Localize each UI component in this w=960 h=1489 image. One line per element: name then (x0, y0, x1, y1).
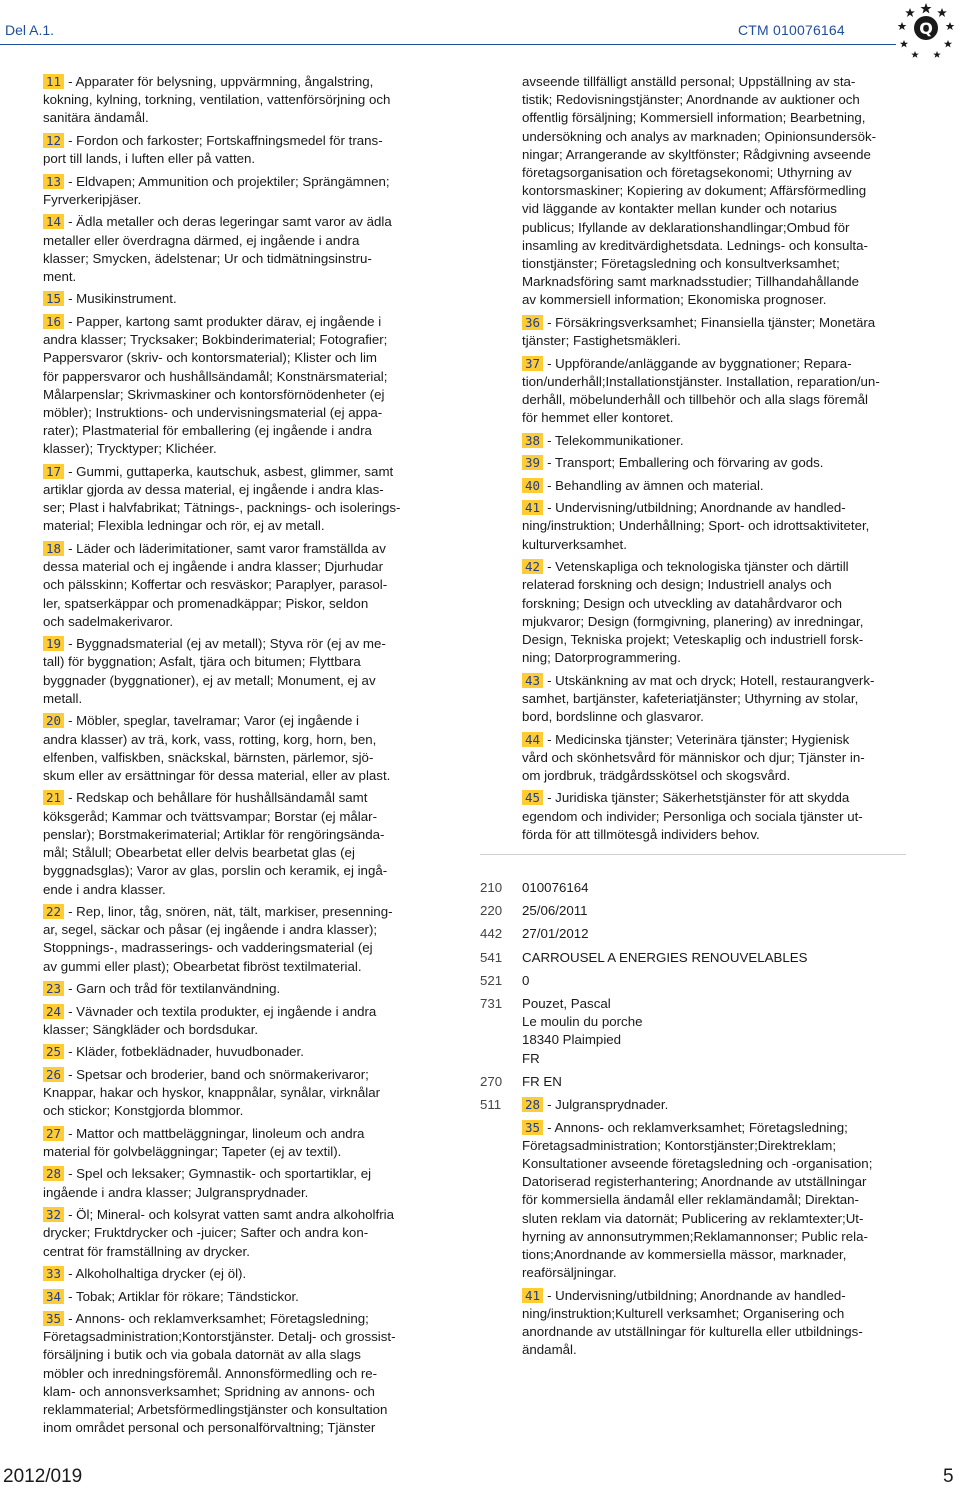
eu-stars-logo-icon (892, 0, 960, 64)
inid-code: 731 (480, 996, 503, 1012)
class-description: - Julgransprydnader. (547, 1097, 669, 1113)
class-description: - Mattor och mattbeläggningar, linoleum och andra material för golvbeläggningar; Tapeter (ej av textil). (43, 1125, 365, 1159)
class-entry-43 (522, 672, 906, 727)
class-entry-15 (43, 290, 427, 308)
nice-class-code: 15 (43, 291, 64, 306)
class-description: - Medicinska tjänster; Veterinära tjänster; Hygienisk vård och skönhetsvård för människor och djur; Tjänster in- om jordbruk, trädgårdsskötsel och skogsvård. (522, 731, 865, 783)
class-entry-39 (522, 454, 906, 472)
inid-code: 220 (480, 903, 503, 919)
field-value: 27/01/2012 (522, 926, 589, 942)
nice-class-code: 22 (43, 904, 64, 919)
svg-text:Q: Q (919, 19, 933, 38)
class-entry-19 (43, 635, 427, 708)
class-entry-35 (43, 1310, 427, 1437)
class-description: - Spel och leksaker; Gymnastik- och sportartiklar, ej ingående i andra klasser; Julgransprydnader. (43, 1166, 372, 1200)
field-value: 0 (522, 972, 530, 988)
class-description: - Spetsar och broderier, band och snörmakerivaror; Knappar, hakar och hyskor, knappnålar, synålar, virknålar och stickor; Konstgjorda blommor. (43, 1066, 381, 1119)
nice-class-code: 18 (43, 541, 64, 556)
nice-class-code: 14 (43, 214, 64, 229)
class-description: - Gummi, guttaperka, kautschuk, asbest, glimmer, samt artiklar gjorda av dessa material, ej ingående i andra klas- ser; Plast i halvfabrikat; Tätnings-, packnings- och isolerings- material; Flexibla ledningar och rör, ej av metall. (43, 463, 401, 534)
nice-class-code: 11 (43, 74, 64, 89)
inid-code: 442 (480, 926, 503, 942)
class-description: - Eldvapen; Ammunition och projektiler; Sprängämnen; Fyrverkeripjäser. (43, 173, 390, 207)
nice-class-code: 26 (43, 1067, 64, 1082)
class-description: - Behandling av ämnen och material. (547, 477, 764, 493)
class-entry-41 (522, 1287, 906, 1360)
registration-fields (480, 879, 906, 1369)
class-description: - Vetenskapliga och teknologiska tjänster och därtill relaterad forskning och design; Industriell analys och forskning; Design och utveckling av datahårdvaror och mjukvaror; Design (formgivning, planering) av inredningar, Design, Tekniska projekt; Veteskaplig och industriell forsk- ning; Datorprogrammering. (522, 559, 864, 666)
nice-class-code: 36 (522, 315, 543, 330)
class-entry-16 (43, 313, 427, 459)
class-description: avseende tillfälligt anställd personal; Uppställning av sta- tistik; Redovisningstjänster; Anordnande av auktioner och offentlig försäljning; Kommersiell information; Bearbetning, undersökning och analys av marknaden; Opinionsundersök- ningar; Arrangerande av skyltfönster; Rådgivning avseende företagsorganisation och företagsekonomi; Uthyrning av kontorsmaskiner; Kopiering av dokument; Affärsförmedling vid läggande av kontakter mellan kunder och notarius publicus; Ifyllande av deklarationshandlingar;Ombud för insamling av kreditvärdighetsdata. Lednings- och konsulta- tionstjänster; Företagsledning och konsultverksamhet; Marknadsföring samt marknadsstudier; Tillhandahållande av kommersiell information; Ekonomiska prognoser. (522, 74, 877, 308)
nice-class-code: 13 (43, 174, 64, 189)
class-description: - Kläder, fotbeklädnader, huvudbonader. (68, 1044, 304, 1060)
class-entry-35 (522, 1119, 906, 1283)
class-entry-44 (522, 731, 906, 786)
nice-class-code: 16 (43, 314, 64, 329)
class-description: - Möbler, speglar, tavelramar; Varor (ej ingående i andra klasser) av trä, kork, vass, rotting, korg, horn, ben, elfenben, valfiskben, snäckskal, bärnsten, pärlemor, sjö- skum eller av ersättningar för dessa material, eller av plast. (43, 713, 391, 783)
class-description: - Fordon och farkoster; Fortskaffningsmedel för trans- port till lands, i luften eller på vatten. (43, 132, 383, 167)
class-entry-22 (43, 903, 427, 976)
nice-class-code: 40 (522, 478, 543, 493)
nice-class-code: 21 (43, 790, 64, 805)
class-description: - Tobak; Artiklar för rökare; Tändstickor. (68, 1288, 299, 1304)
nice-class-code: 39 (522, 455, 543, 470)
class-entry-continued (522, 73, 906, 310)
class-description: - Telekommunikationer. (547, 432, 684, 448)
class-entry-23 (43, 980, 427, 998)
field-270 (480, 1073, 906, 1091)
nice-class-code: 27 (43, 1126, 64, 1141)
nice-class-code: 44 (522, 732, 543, 747)
nice-class-code: 37 (522, 356, 543, 371)
field-521 (480, 972, 906, 990)
field-value: Pouzet, Pascal Le moulin du porche 18340 Plaimpied FR (522, 996, 643, 1066)
nice-class-code: 28 (522, 1097, 543, 1112)
class-description: - Uppförande/anläggande av byggnationer; Repara- tion/underhåll;Installationstjänster. Installation, reparation/un- derhåll, möbelunderhåll och tillbehör och alla slags föremål för hemmet eller kontoret. (522, 355, 880, 426)
class-description: - Papper, kartong samt produkter därav, ej ingående i andra klasser; Trycksaker; Bokbinderimaterial; Fotografier; Pappersvaror (skriv- och kontorsmaterial); Klister och lim för pappersvaror och hushållsändamål; Konstnärsmaterial; Målarpenslar; Skrivmaskiner och kontorsförnödenheter (ej möbler); Instruktions- och undervisningsmaterial (ej appa- rater); Plastmaterial för emballering (ej ingående i andra klasser); Trycktyper; Klichéer. (43, 313, 388, 457)
nice-class-code: 28 (43, 1166, 64, 1181)
class-description: - Öl; Mineral- och kolsyrat vatten samt andra alkoholfria drycker; Fruktdrycker och -juicer; Safter och andra kon- centrat för framställning av drycker. (43, 1207, 394, 1259)
field-731 (480, 995, 906, 1068)
nice-class-code: 41 (522, 500, 543, 515)
class-entry-37 (522, 355, 906, 428)
nice-class-code: 32 (43, 1207, 64, 1222)
class-description: - Apparater för belysning, uppvärmning, ångalstring, kokning, kylning, torkning, ventilation, vattenförsörjning och sanitära ändamål. (43, 74, 391, 126)
class-entry-18 (43, 540, 427, 631)
class-entry-12 (43, 132, 427, 168)
right-column (522, 73, 906, 844)
class-description: - Redskap och behållare för hushållsändamål samt köksgeråd; Kammar och tvättsvampar; Borstar (ej målar- penslar); Borstmakerimaterial; Artiklar för rengöringsända- mål; Stålull; Obearbetat eller delvis bearbetat glas (ej byggnadsglas); Varor av glas, porslin och keramik, ej ingå- ende i andra klasser. (43, 790, 388, 897)
nice-class-code: 19 (43, 636, 64, 651)
class-entry-28 (522, 1096, 906, 1114)
class-description: - Undervisning/utbildning; Anordnande av handled- ning/instruktion; Underhållning; Sport- och idrottsaktiviteter, kulturverksamhet. (522, 500, 870, 552)
nice-class-code: 34 (43, 1289, 64, 1304)
nice-class-code: 12 (43, 133, 64, 148)
class-entry-11 (43, 73, 427, 128)
class-description: - Juridiska tjänster; Säkerhetstjänster för att skydda egendom och individer; Personliga och sociala tjänster ut- förda för att tillmötesgå individers behov. (522, 790, 863, 842)
inid-code: 511 (480, 1097, 502, 1113)
nice-class-code: 17 (43, 464, 64, 479)
nice-class-code: 33 (43, 1266, 64, 1281)
header-left-label: Del A.1. (5, 22, 55, 38)
nice-class-code: 23 (43, 981, 64, 996)
class-description: - Transport; Emballering och förvaring av gods. (547, 455, 824, 471)
nice-class-code: 20 (43, 713, 64, 728)
field-value: 010076164 (522, 880, 589, 895)
section-divider (480, 854, 906, 855)
class-entry-20 (43, 712, 427, 785)
class-description: - Undervisning/utbildning; Anordnande av handled- ning/instruktion;Kulturell verksamhet; Organisering och anordnande av utställningar för kulturella eller utbildnings- ändamål. (522, 1287, 863, 1358)
footer-page-number: 5 (943, 1466, 954, 1487)
nice-class-code: 43 (522, 673, 543, 688)
class-entry-36 (522, 314, 906, 350)
class-entry-26 (43, 1066, 427, 1121)
class-description: - Byggnadsmaterial (ej av metall); Styva rör (ej av me- tall) för byggnation; Asfalt, tjära och bitumen; Flyttbara byggnader (byggnationer), ej av metall; Monument, ej av metall. (43, 636, 386, 706)
class-entry-27 (43, 1125, 427, 1161)
class-description: - Alkoholhaltiga drycker (ej öl). (68, 1266, 247, 1282)
class-description: - Annons- och reklamverksamhet; Företagsledning; Företagsadministration; Kontorstjänster;Direktreklam; Konsultationer avseende företagsledning och -organisation; Datoriserad registerhantering; Anordnande av utställningar för kommersiella ändamål eller reklamändamål; Direktan- sluten reklam via datornät; Publicering av reklamtexter;Ut- hyrning av annonsutrymmen;Reklamannonser; Public rela- tions;Anordnande av kommersiella mässor, marknader, reaförsäljningar. (522, 1119, 873, 1281)
field-value: FR EN (522, 1073, 562, 1089)
class-description: - Utskänkning av mat och dryck; Hotell, restaurangverk- samhet, bartjänster, kafeteriatjänster; Uthyrning av stolar, bord, bordslinne och glasvaror. (522, 672, 875, 725)
class-description: - Musikinstrument. (68, 291, 177, 307)
class-entry-32 (43, 1206, 427, 1261)
class-description: - Läder och läderimitationer, samt varor framställda av dessa material och ej ingående i andra klasser; Djurhudar och pälsskinn; Koffertar och resväskor; Paraplyer, parasol- ler, spatserkäppar och promenadkäppar; Piskor, seldon och sadelmakerivaror. (43, 540, 388, 629)
class-entry-17 (43, 463, 427, 536)
nice-class-code: 25 (43, 1044, 64, 1059)
class-description: - Annons- och reklamverksamhet; Företagsledning; Företagsadministration;Kontorstjänster. Detalj- och grossist- försäljning i butik och via gobala datornät av alla slags möbler och inredningsföremål. Annonsförmedling och re- klam- och annonsverksamhet; Spridning av annons- och reklammaterial; Arbetsförmedlingstjänster och konsultation inom området personal och personalförvaltning; Tjänster (43, 1311, 396, 1436)
nice-class-code: 38 (522, 433, 543, 448)
class-description: - Ädla metaller och deras legeringar samt varor av ädla metaller eller överdragna därmed, ej ingående i andra klasser; Smycken, ädelstenar; Ur och tidmätningsinstru- ment. (43, 214, 392, 284)
nice-class-code: 41 (522, 1288, 543, 1303)
inid-code: 210 (480, 880, 503, 895)
nice-class-code: 24 (43, 1004, 64, 1019)
inid-code: 541 (480, 949, 503, 965)
inid-code: 270 (480, 1073, 503, 1089)
header-divider (0, 44, 896, 45)
field-value: 25/06/2011 (522, 903, 588, 919)
field-value (522, 1096, 906, 1364)
footer-issue: 2012/019 (3, 1466, 83, 1487)
class-entry-34 (43, 1288, 427, 1306)
nice-class-code: 45 (522, 790, 543, 805)
class-entry-41 (522, 499, 906, 554)
field-value: CARROUSEL A ENERGIES RENOUVELABLES (522, 949, 808, 965)
inid-code: 521 (480, 972, 503, 988)
class-entry-38 (522, 432, 906, 450)
class-entry-24 (43, 1003, 427, 1039)
class-description: - Försäkringsverksamhet; Finansiella tjänster; Monetära tjänster; Fastighetsmäkleri. (522, 314, 876, 349)
nice-class-code: 35 (522, 1120, 543, 1135)
class-entry-40 (522, 477, 906, 495)
class-entry-28 (43, 1165, 427, 1201)
header-document-id: CTM 010076164 (738, 22, 845, 38)
nice-class-code: 42 (522, 559, 543, 574)
field-442 (480, 925, 906, 943)
field-220 (480, 902, 906, 920)
class-entry-14 (43, 213, 427, 286)
class-entry-33 (43, 1265, 427, 1283)
field-541 (480, 949, 906, 967)
class-description: - Vävnader och textila produkter, ej ingående i andra klasser; Sängkläder och bordsdukar. (43, 1003, 377, 1037)
left-column (43, 73, 427, 1437)
class-entry-42 (522, 558, 906, 667)
class-entry-13 (43, 173, 427, 209)
class-description: - Garn och tråd för textilanvändning. (68, 981, 281, 997)
class-entry-45 (522, 789, 906, 844)
class-description: - Rep, linor, tåg, snören, nät, tält, markiser, presenning- ar, segel, säckar och påsar (ej ingående i andra klasser); Stoppnings-, madrasserings- och vadderingsmaterial (ej av gummi eller plast); Obearbetat fibröst textilmaterial. (43, 904, 393, 974)
class-entry-21 (43, 789, 427, 898)
class-entry-25 (43, 1043, 427, 1061)
nice-class-code: 35 (43, 1311, 64, 1326)
field-210 (480, 879, 906, 897)
field-511 (480, 1096, 906, 1364)
